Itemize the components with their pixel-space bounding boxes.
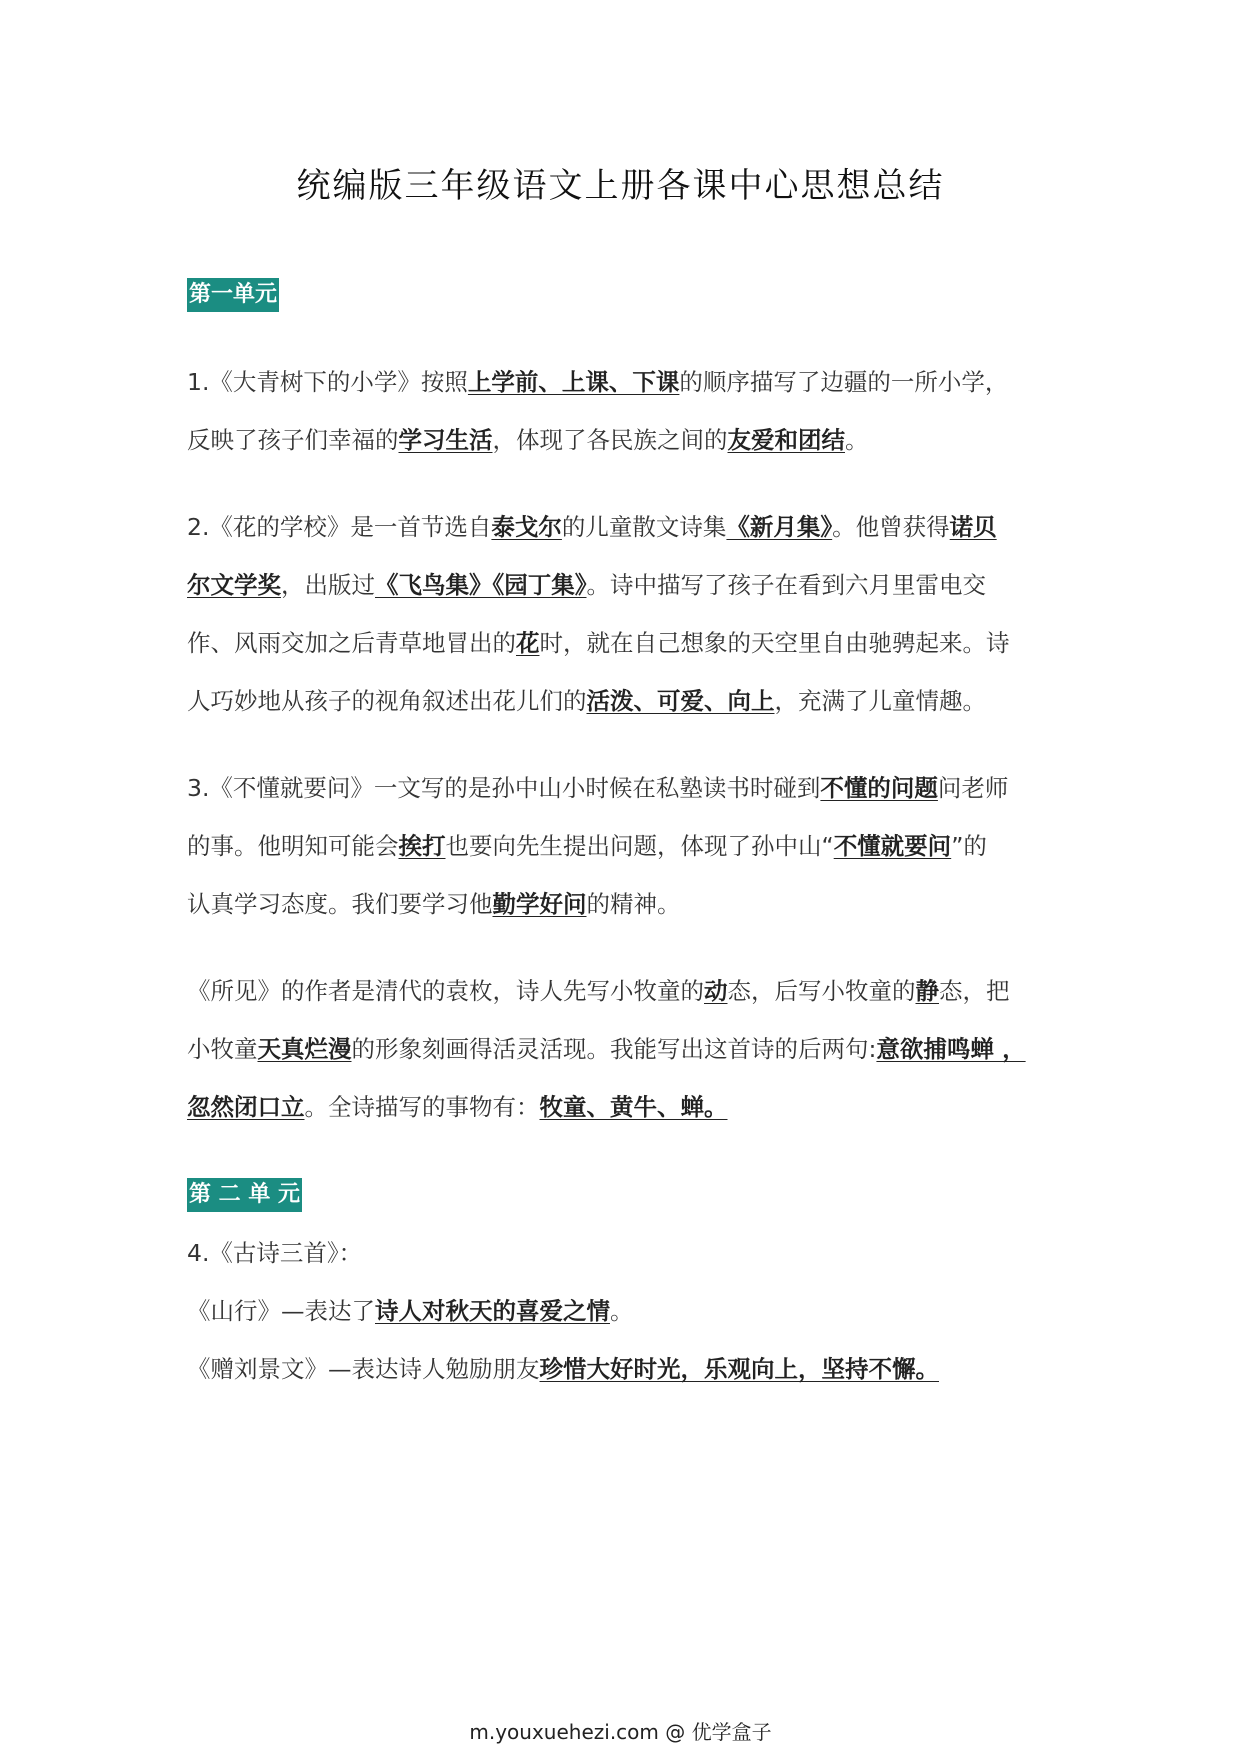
key-phrase: 忽然闭口立	[187, 1093, 305, 1121]
key-phrase: 活泼、可爱、向上	[586, 687, 775, 715]
text: 1.《大青树下的小学》按照	[187, 368, 468, 396]
text: 2.《花的学校》是一首节选自	[187, 513, 492, 541]
text: ”的	[951, 832, 987, 860]
key-phrase: 诗人对秋天的喜爱之情	[375, 1297, 610, 1325]
key-phrase: 意欲捕鸣蝉 ，	[876, 1035, 1026, 1063]
para-5-line-2	[187, 1294, 634, 1328]
key-phrase: 动	[704, 977, 728, 1005]
text: 3.《不懂就要问》一文写的是孙中山小时候在私塾读书时碰到	[187, 774, 821, 802]
key-phrase: 诺贝	[949, 513, 997, 541]
key-phrase: 泰戈尔	[491, 513, 562, 541]
text: 。	[845, 426, 869, 454]
para-4-line-2	[187, 1032, 1026, 1066]
para-5-line-3	[187, 1352, 939, 1386]
text: 作、风雨交加之后青草地冒出的	[187, 629, 516, 657]
text: 小牧童	[187, 1035, 258, 1063]
text: 的儿童散文诗集	[561, 513, 727, 541]
key-phrase: 挨打	[398, 832, 446, 860]
para-2-line-4	[187, 684, 986, 718]
key-phrase: 《飞鸟集》《园丁集》	[375, 571, 587, 599]
text: 态，后写小牧童的	[727, 977, 916, 1005]
para-4-line-3	[187, 1090, 728, 1124]
para-3-line-2	[187, 829, 987, 863]
text: 4.《古诗三首》：	[187, 1239, 363, 1267]
text: ，充满了儿童情趣。	[774, 687, 986, 715]
key-phrase: 花	[516, 629, 540, 657]
text: 认真学习态度。我们要学习他	[187, 890, 493, 918]
text: ，出版过	[281, 571, 375, 599]
text: 态，把	[939, 977, 1010, 1005]
text: 问老师	[937, 774, 1009, 802]
text: 《所见》的作者是清代的袁枚，诗人先写小牧童的	[187, 977, 704, 1005]
key-phrase: 友爱和团结	[727, 426, 845, 454]
para-1-line-1	[187, 365, 1008, 399]
para-1-line-2	[187, 423, 869, 457]
para-2-line-2	[187, 568, 986, 602]
key-phrase: 尔文学奖	[187, 571, 281, 599]
text: 。诗中描写了孩子在看到六月里雷电交	[586, 571, 986, 599]
text: 。他曾获得	[832, 513, 950, 541]
key-phrase: 上学前、上课、下课	[467, 368, 680, 396]
unit-2-heading: 第 二 单 元	[187, 1178, 302, 1212]
key-phrase: 天真烂漫	[257, 1035, 352, 1063]
para-3-line-3	[187, 887, 681, 921]
para-2-line-1	[187, 510, 997, 544]
footer-watermark: m.youxuehezi.com @ 优学盒子	[469, 1720, 772, 1744]
para-2-line-3	[187, 626, 1010, 660]
key-phrase: 牧童、黄牛、蝉。	[539, 1093, 728, 1121]
key-phrase: 不懂的问题	[820, 774, 938, 802]
text: 《山行》—表达了	[187, 1297, 375, 1325]
text: ，体现了各民族之间的	[492, 426, 728, 454]
key-phrase: 不懂就要问	[833, 832, 952, 860]
text: 时，就在自己想象的天空里自由驰骋起来。诗	[539, 629, 1010, 657]
text: 的形象刻画得活灵活现。我能写出这首诗的后两句:	[351, 1035, 877, 1063]
text: 。	[610, 1297, 634, 1325]
text: 人巧妙地从孩子的视角叙述出花儿们的	[187, 687, 587, 715]
text: 也要向先生提出问题，体现了孙中山“	[445, 832, 834, 860]
unit-1-heading: 第一单元	[187, 278, 279, 312]
text: 的事。他明知可能会	[187, 832, 399, 860]
key-phrase: 静	[915, 977, 939, 1005]
key-phrase: 珍惜大好时光，乐观向上，坚持不懈。	[539, 1355, 939, 1383]
text: 的精神。	[586, 890, 681, 918]
para-5-line-1	[187, 1236, 362, 1270]
page-title: 统编版三年级语文上册各课中心思想总结	[296, 166, 945, 206]
key-phrase: 勤学好问	[492, 890, 587, 918]
key-phrase: 学习生活	[398, 426, 493, 454]
key-phrase: 《新月集》	[726, 513, 833, 541]
text: 。全诗描写的事物有：	[304, 1093, 540, 1121]
text: 的顺序描写了边疆的一所小学，	[679, 368, 1009, 396]
para-4-line-1	[187, 974, 1010, 1008]
para-3-line-1	[187, 771, 1008, 805]
text: 《赠刘景文》—表达诗人勉励朋友	[187, 1355, 540, 1383]
text: 反映了孩子们幸福的	[187, 426, 399, 454]
